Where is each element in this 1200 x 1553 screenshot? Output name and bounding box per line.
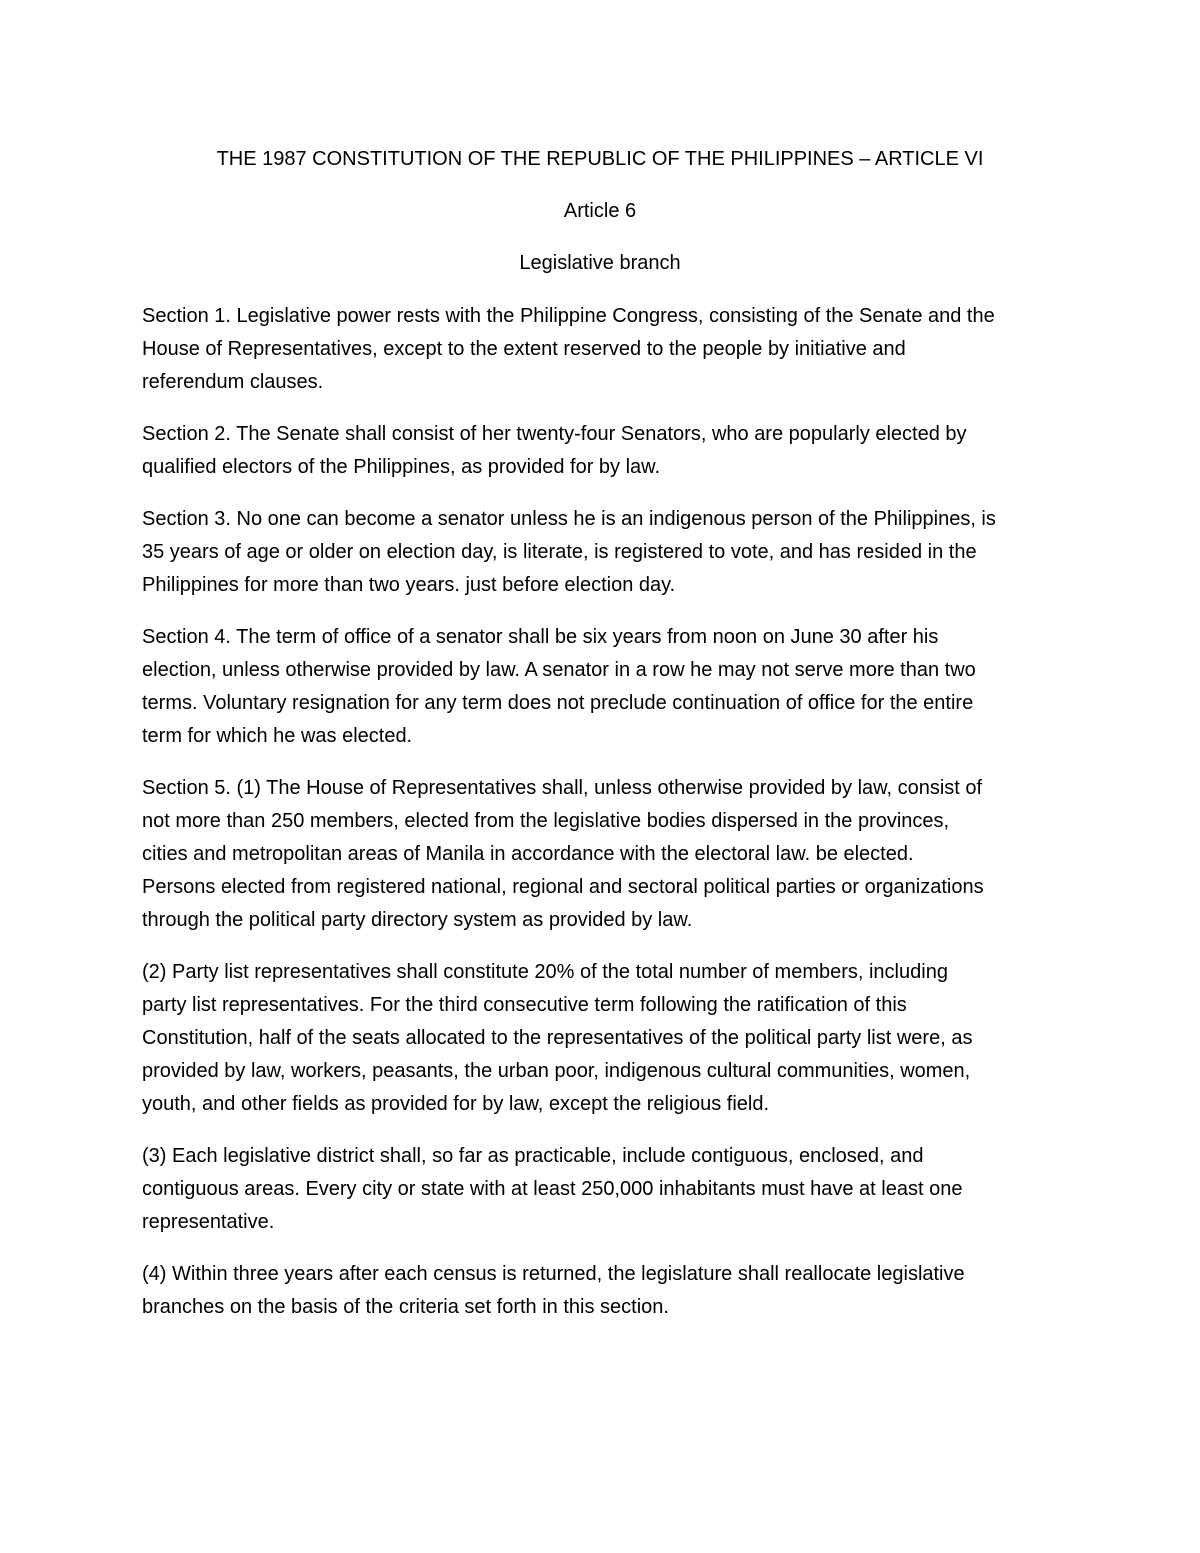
paragraph-line: terms. Voluntary resignation for any term does not preclude continuation of office for the entire (142, 692, 974, 714)
paragraph-line: 35 years of age or older on election day, is literate, is registered to vote, and has resided in the (142, 541, 977, 563)
paragraph-line: not more than 250 members, elected from the legislative bodies dispersed in the provinces, (142, 810, 950, 832)
paragraph (142, 503, 1082, 602)
paragraph-line: provided by law, workers, peasants, the urban poor, indigenous cultural communities, women, (142, 1060, 971, 1082)
paragraph (142, 956, 1082, 1121)
paragraph-line: cities and metropolitan areas of Manila in accordance with the electoral law. be elected. (142, 843, 914, 865)
paragraph-line: party list representatives. For the third consecutive term following the ratification of this (142, 994, 907, 1016)
paragraph-line: Section 5. (1) The House of Representatives shall, unless otherwise provided by law, consist of (142, 777, 983, 799)
paragraph-line: branches on the basis of the criteria set forth in this section. (142, 1296, 669, 1318)
paragraph-line: representative. (142, 1211, 275, 1233)
paragraph-line: Section 2. The Senate shall consist of her twenty-four Senators, who are popularly elected by (142, 423, 967, 445)
paragraph (142, 1258, 1082, 1324)
paragraph-line: (2) Party list representatives shall constitute 20% of the total number of members, including (142, 961, 948, 983)
paragraph-line: Constitution, half of the seats allocated to the representatives of the political party list were, as (142, 1027, 973, 1049)
paragraph-line: Section 3. No one can become a senator unless he is an indigenous person of the Philippines, is (142, 508, 996, 530)
paragraph-line: election, unless otherwise provided by law. A senator in a row he may not serve more than two (142, 659, 976, 681)
paragraph-line: Section 4. The term of office of a senator shall be six years from noon on June 30 after his (142, 626, 939, 648)
paragraph (142, 772, 1082, 937)
paragraph-line: (4) Within three years after each census is returned, the legislature shall reallocate legislative (142, 1263, 965, 1285)
paragraph-line: Philippines for more than two years. just before election day. (142, 574, 676, 596)
paragraph-line: House of Representatives, except to the extent reserved to the people by initiative and (142, 338, 906, 360)
document-body (142, 300, 1082, 1343)
paragraph-line: term for which he was elected. (142, 725, 413, 747)
paragraph (142, 621, 1082, 753)
paragraph-line: Persons elected from registered national, regional and sectoral political parties or organizations (142, 876, 984, 898)
paragraph (142, 1140, 1082, 1239)
paragraph-line: qualified electors of the Philippines, as provided for by law. (142, 456, 661, 478)
paragraph-line: youth, and other fields as provided for by law, except the religious field. (142, 1093, 770, 1115)
paragraph (142, 418, 1082, 484)
paragraph-line: contiguous areas. Every city or state with at least 250,000 inhabitants must have at least one (142, 1178, 963, 1200)
paragraph-line: referendum clauses. (142, 371, 324, 393)
paragraph-line: Section 1. Legislative power rests with the Philippine Congress, consisting of the Senate and the (142, 305, 995, 327)
paragraph-line: (3) Each legislative district shall, so far as practicable, include contiguous, enclosed, and (142, 1145, 924, 1167)
document-title: THE 1987 CONSTITUTION OF THE REPUBLIC OF THE PHILIPPINES – ARTICLE VI (216, 148, 984, 170)
branch-heading: Legislative branch (519, 252, 681, 274)
paragraph (142, 300, 1082, 399)
article-heading: Article 6 (563, 200, 637, 222)
paragraph-line: through the political party directory system as provided by law. (142, 909, 693, 931)
